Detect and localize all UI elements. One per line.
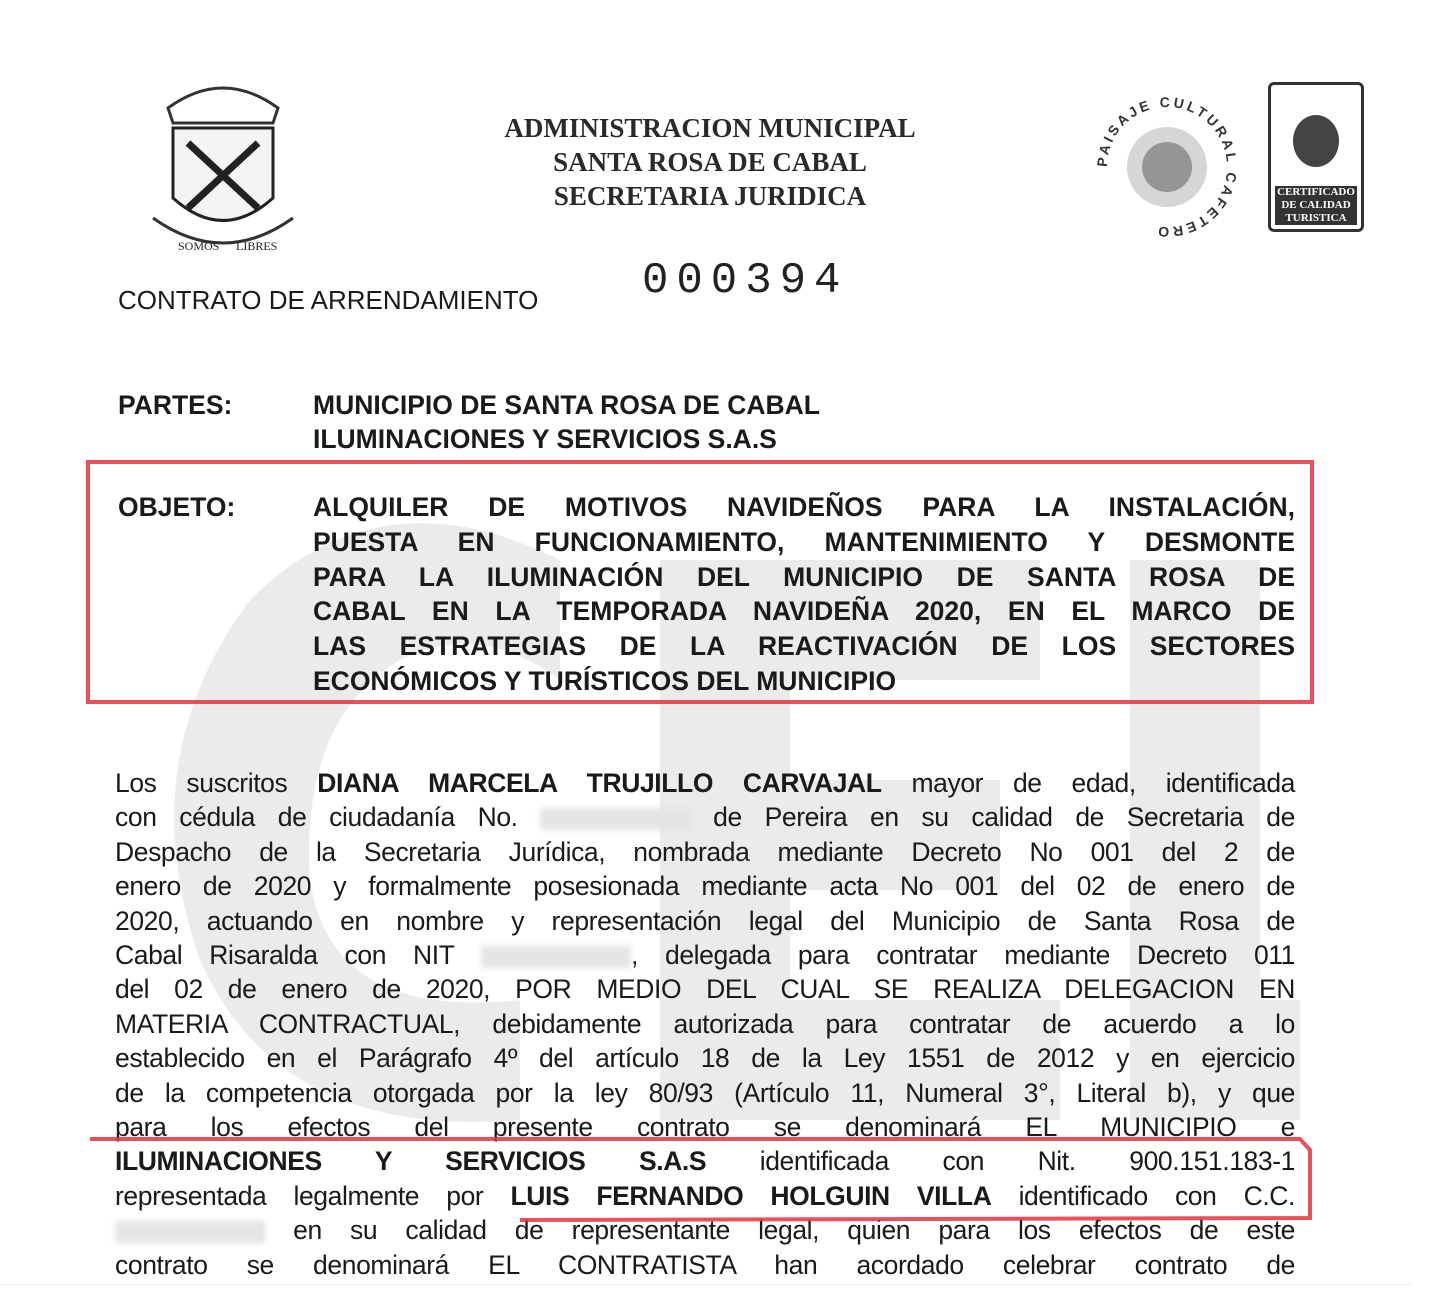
objeto-line: CABAL EN LA TEMPORADA NAVIDEÑA 2020, EN EL MARCO DE [313, 596, 1295, 627]
objeto-line: ECONÓMICOS Y TURÍSTICOS DEL MUNICIPIO [313, 666, 897, 696]
text: Cabal Risaralda con NIT [115, 940, 482, 970]
objeto-line: PARA LA ILUMINACIÓN DEL MUNICIPIO DE SANTA ROSA DE [313, 561, 1295, 592]
text: de la competencia otorgada por la ley 80/93 (Artículo 11, Numeral 3°, Literal b), y que [115, 1077, 1295, 1108]
page-edge [0, 1284, 1412, 1285]
text: de Pereira en su calidad de Secretaria de [690, 802, 1295, 833]
text: 2020, actuando en nombre y representación legal del Municipio de Santa Rosa de [115, 905, 1295, 936]
partes-label: PARTES: [118, 390, 233, 420]
parte-1: MUNICIPIO DE SANTA ROSA DE CABAL [313, 390, 820, 420]
text: con cédula de ciudadanía No. [115, 802, 541, 833]
text: en su calidad de representante legal, quien para los efectos de este [265, 1215, 1295, 1246]
objeto-line: LAS ESTRATEGIAS DE LA REACTIVACIÓN DE LOS SECTORES [313, 631, 1295, 662]
objeto-line: ALQUILER DE MOTIVOS NAVIDEÑOS PARA LA INSTALACIÓN, [313, 492, 1295, 522]
contract-number: 000394 [642, 256, 849, 306]
bold-text: ILUMINACIONES Y SERVICIOS S.A.S [115, 1146, 707, 1177]
text: enero de 2020 y formalmente posesionada mediante acta No 001 del 02 de enero de [115, 871, 1295, 902]
text: MATERIA CONTRACTUAL, debidamente autorizada para contratar de acuerdo a lo [115, 1008, 1295, 1039]
objeto-line: PUESTA EN FUNCIONAMIENTO, MANTENIMIENTO Y DESMONTE [313, 526, 1295, 557]
bold-text: LUIS FERNANDO HOLGUIN VILLA [510, 1180, 992, 1211]
text: del 02 de enero de 2020, POR MEDIO DEL CUAL SE REALIZA DELEGACION EN [115, 974, 1295, 1005]
contratista-highlight-box [90, 1139, 1310, 1220]
header-line-1: ADMINISTRACION MUNICIPAL [504, 113, 916, 143]
objeto-highlight-box [88, 462, 1312, 702]
text: contrato se denominará EL CONTRATISTA han acordado celebrar contrato de [115, 1249, 1295, 1280]
crest-motto-2: LIBRES [236, 239, 278, 253]
text: representada legalmente por [115, 1180, 511, 1211]
text: identificada con Nit. 900.151.183-1 [706, 1146, 1295, 1177]
text: mayor de edad, identificada [881, 768, 1296, 798]
contract-title: CONTRATO DE ARRENDAMIENTO [118, 285, 539, 315]
paisaje-logo-text: PAISAJE CULTURAL CAFETERO [1093, 93, 1241, 241]
parte-2: ILUMINACIONES Y SERVICIOS S.A.S [313, 424, 777, 454]
text: Despacho de la Secretaria Jurídica, nombrada mediante Decreto No 001 del 2 de [115, 836, 1295, 867]
text: para los efectos del presente contrato se denominará EL MUNICIPIO e [115, 1112, 1295, 1142]
objeto-label: OBJETO: [118, 492, 236, 522]
text: Los suscritos [115, 768, 318, 798]
text: identificado con C.C. [991, 1180, 1295, 1211]
bold-text: DIANA MARCELA TRUJILLO CARVAJAL [317, 768, 882, 798]
header-line-3: SECRETARIA JURIDICA [553, 181, 867, 211]
text: , delegada para contratar mediante Decreto 011 [631, 940, 1296, 970]
certificado-text: CERTIFICADO DE CALIDAD TURISTICA [1275, 186, 1357, 225]
text: establecido en el Parágrafo 4º del artículo 18 de la Ley 1551 de 2012 y en ejercicio [115, 1043, 1295, 1074]
crest-motto-1: SOMOS [178, 239, 220, 253]
header-line-2: SANTA ROSA DE CABAL [553, 147, 867, 177]
